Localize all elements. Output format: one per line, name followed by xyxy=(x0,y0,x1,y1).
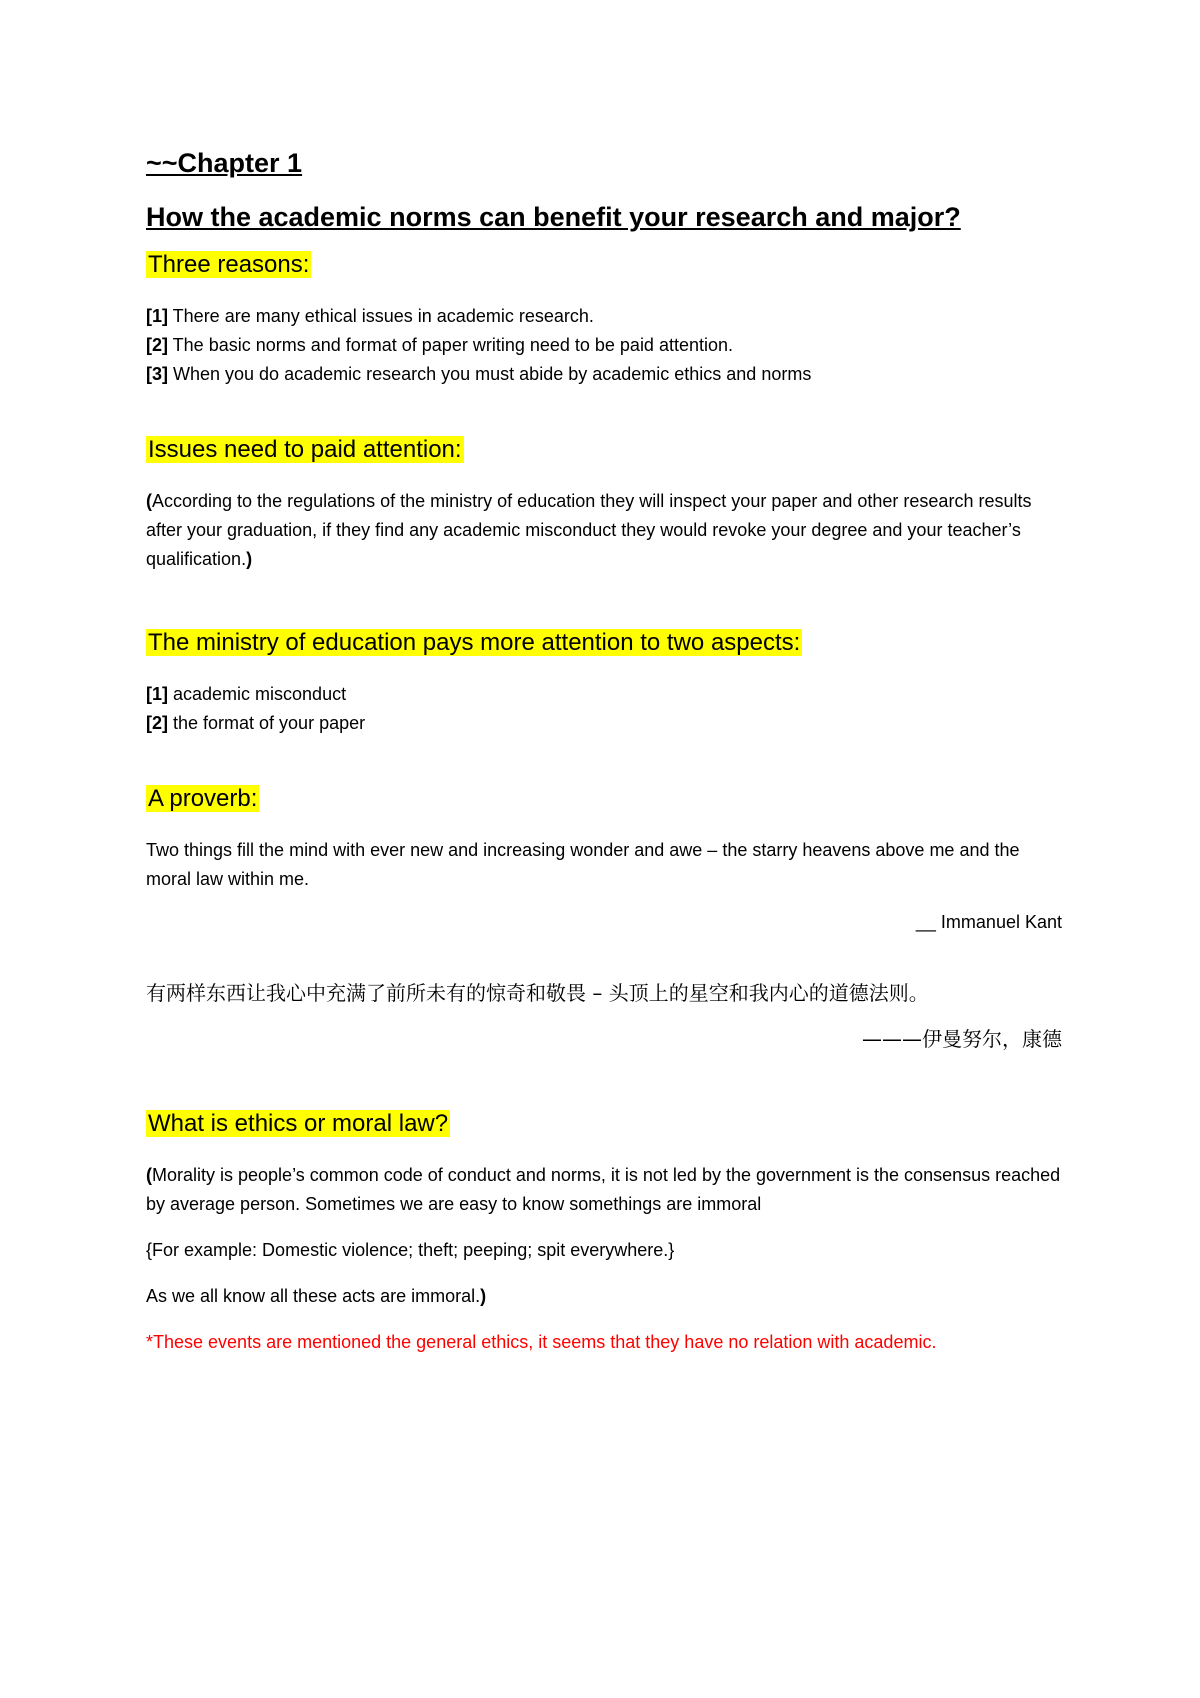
paren-open: ( xyxy=(146,1165,152,1185)
heading-highlight: Three reasons: xyxy=(148,251,310,278)
proverb-quote: Two things fill the mind with ever new and increasing wonder and awe – the starry heavens above me and the moral law within me. xyxy=(146,840,1020,889)
spacer xyxy=(146,660,1062,680)
section-heading-proverb xyxy=(146,782,1062,816)
spacer xyxy=(146,816,1062,836)
spacer xyxy=(146,894,1062,908)
list-text: the format of your paper xyxy=(168,713,366,733)
paren-close: ) xyxy=(246,549,253,569)
section-heading-ethics xyxy=(146,1107,1062,1141)
list-text: There are many ethical issues in academic research. xyxy=(168,306,594,326)
ethics-note: *These events are mentioned the general ethics, it seems that they have no relation with academic. xyxy=(146,1332,937,1352)
list-number: [3] xyxy=(146,364,168,384)
list-text: academic misconduct xyxy=(168,684,347,704)
proverb-attribution: __ Immanuel Kant xyxy=(915,912,1062,932)
paren-close: ) xyxy=(480,1286,487,1306)
ethics-example xyxy=(146,1236,1062,1265)
list-number: [1] xyxy=(146,306,168,326)
heading-highlight: What is ethics or moral law? xyxy=(148,1110,449,1137)
paragraph-text: According to the regulations of the ministry of education they will inspect your paper and other research results after your graduation, if they find any academic misconduct they would revoke your degree and your teacher’s qualification. xyxy=(146,491,1032,569)
paragraph-text: Morality is people’s common code of conduct and norms, it is not led by the government is the consensus reached by average person. Sometimes we are easy to know somethings are immoral xyxy=(146,1165,1061,1214)
list-number: [1] xyxy=(146,684,168,704)
list-text: When you do academic research you must abide by academic ethics and norms xyxy=(168,364,812,384)
document-content xyxy=(146,146,1062,1357)
spacer xyxy=(146,389,1062,433)
list-text: The basic norms and format of paper writing need to be paid attention. xyxy=(168,335,734,355)
section-heading-ministry xyxy=(146,626,1062,660)
proverb-quote-chinese: 有两样东西让我心中充满了前所未有的惊奇和敬畏 – 头顶上的星空和我内心的道德法则。 xyxy=(146,981,929,1005)
spacer xyxy=(146,1009,1062,1023)
spacer xyxy=(146,467,1062,487)
issues-paragraph xyxy=(146,487,1062,574)
list-item xyxy=(146,680,1062,709)
paren-open: ( xyxy=(146,491,152,511)
list-item xyxy=(146,709,1062,738)
spacer xyxy=(146,282,1062,302)
example-text: For example: Domestic violence; theft; peeping; spit everywhere. xyxy=(152,1240,669,1260)
spacer xyxy=(146,1141,1062,1161)
list-item xyxy=(146,360,1062,389)
spacer xyxy=(146,738,1062,782)
brace-close: } xyxy=(668,1240,675,1260)
conclusion-text: As we all know all these acts are immoral. xyxy=(146,1286,481,1306)
list-item xyxy=(146,331,1062,360)
heading-highlight: A proverb: xyxy=(148,785,258,812)
ethics-conclusion xyxy=(146,1282,1062,1311)
section-heading-reasons xyxy=(146,248,1062,282)
document-title: How the academic norms can benefit your research and major? xyxy=(146,202,961,232)
spacer xyxy=(146,937,1062,977)
brace-open: { xyxy=(146,1240,153,1260)
list-item xyxy=(146,302,1062,331)
section-heading-issues xyxy=(146,433,1062,467)
chapter-heading: ~~Chapter 1 xyxy=(146,148,303,178)
heading-highlight: The ministry of education pays more attention to two aspects: xyxy=(148,629,801,656)
list-number: [2] xyxy=(146,713,168,733)
proverb-attribution-chinese: ———伊曼努尔，康德 xyxy=(862,1027,1062,1051)
heading-highlight: Issues need to paid attention: xyxy=(148,436,462,463)
ethics-paragraph xyxy=(146,1161,1062,1219)
spacer xyxy=(146,574,1062,626)
list-number: [2] xyxy=(146,335,168,355)
spacer xyxy=(146,1055,1062,1107)
